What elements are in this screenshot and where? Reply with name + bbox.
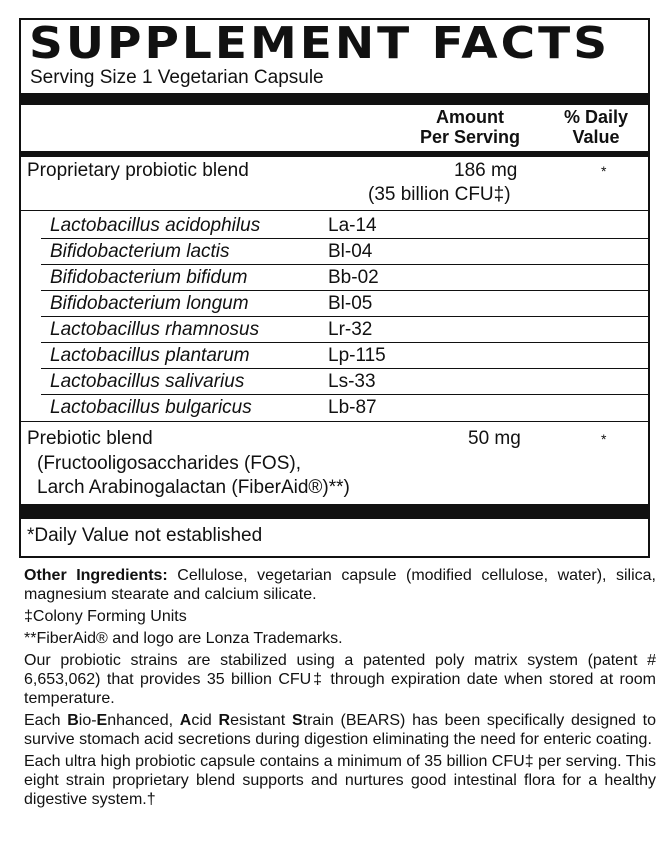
strain-code: Lr-32 <box>328 319 373 340</box>
prebiotic-blend-name: Prebiotic blend <box>27 428 153 449</box>
row-rule <box>41 264 648 265</box>
thick-divider-bottom <box>21 504 648 519</box>
strain-name: Lactobacillus rhamnosus <box>50 319 260 340</box>
stabilized-statement: Our probiotic strains are stabilized using a patented poly matrix system (patent # 6,653,062) that provides 35 billion CFU‡ through expiration date when stored at room temperature. <box>24 652 656 707</box>
row-rule <box>41 238 648 239</box>
proprietary-blend-dv: * <box>601 163 607 179</box>
supplement-facts-panel <box>19 18 650 558</box>
other-ingredients: Other Ingredients: Cellulose, vegetarian capsule (modified cellulose, water), silica, magnesium stearate and calcium silicate. <box>24 567 656 603</box>
strain-code: Bl-04 <box>328 241 373 262</box>
strain-code: La-14 <box>328 215 377 236</box>
thick-divider-top <box>21 93 648 105</box>
daily-value-footnote: *Daily Value not established <box>27 525 263 546</box>
cfu-definition: ‡Colony Forming Units <box>24 608 187 625</box>
strain-name: Bifidobacterium longum <box>50 293 249 314</box>
row-rule <box>21 421 648 422</box>
strain-code: Bb-02 <box>328 267 379 288</box>
strain-code: Lb-87 <box>328 397 377 418</box>
proprietary-blend-cfu: (35 billion CFU‡) <box>368 184 511 205</box>
strain-name: Bifidobacterium lactis <box>50 241 230 262</box>
strain-code: Bl-05 <box>328 293 373 314</box>
strain-name: Lactobacillus plantarum <box>50 345 250 366</box>
panel-title: SUPPLEMENT FACTS <box>29 18 611 69</box>
prebiotic-blend-amount: 50 mg <box>468 428 521 449</box>
bears-statement: Each Bio-Enhanced, Acid Resistant Strain (BEARS) has been specifically designed to survive stomach acid secretions during digestion eliminating the need for enteric coating. <box>24 712 657 748</box>
prebiotic-blend-fos: (Fructooligosaccharides (FOS), <box>37 453 301 474</box>
row-rule <box>41 342 648 343</box>
prebiotic-blend-fiberaid: Larch Arabinogalactan (FiberAid®)**) <box>37 477 350 498</box>
strain-name: Lactobacillus salivarius <box>50 371 245 392</box>
row-rule <box>41 394 648 395</box>
thick-divider-header <box>21 151 648 157</box>
strain-name: Lactobacillus bulgaricus <box>50 397 252 418</box>
proprietary-blend-amount: 186 mg <box>454 160 518 181</box>
amount-header: Amount Per Serving <box>419 107 521 147</box>
strain-name: Bifidobacterium bifidum <box>50 267 248 288</box>
serving-size: Serving Size 1 Vegetarian Capsule <box>30 67 324 88</box>
prebiotic-blend-dv: * <box>601 431 607 447</box>
label-notes <box>24 566 656 812</box>
proprietary-blend-name: Proprietary probiotic blend <box>27 160 249 181</box>
row-rule <box>41 316 648 317</box>
daily-value-header: % Daily Value <box>563 107 629 147</box>
capsule-statement: Each ultra high probiotic capsule contains a minimum of 35 billion CFU‡ per serving. This eight strain proprietary blend supports and nurtures good intestinal flora for a healthy digestive system.† <box>24 753 657 808</box>
row-rule <box>21 210 648 211</box>
trademark-note: **FiberAid® and logo are Lonza Trademarks. <box>24 630 343 647</box>
strain-code: Ls-33 <box>328 371 376 392</box>
row-rule <box>41 368 648 369</box>
strain-name: Lactobacillus acidophilus <box>50 215 261 236</box>
row-rule <box>41 290 648 291</box>
strain-code: Lp-115 <box>328 345 386 366</box>
